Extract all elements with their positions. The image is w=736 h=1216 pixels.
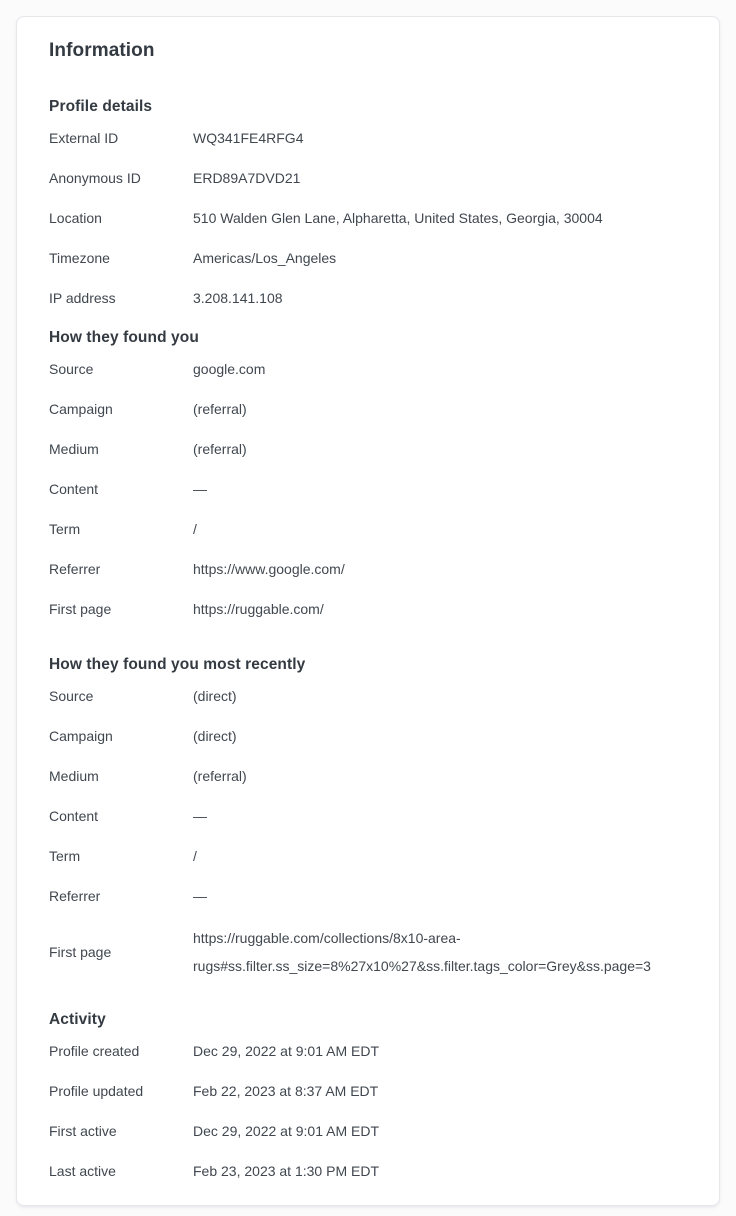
table-row [49, 429, 687, 469]
field-value-last-active: Feb 23, 2023 at 1:30 PM EDT [193, 1163, 379, 1179]
section-how-they-found-you-most-recently [49, 654, 687, 988]
table-row [49, 836, 687, 876]
field-label-medium: Medium [49, 441, 99, 457]
table-row [49, 238, 687, 278]
table-row [49, 676, 687, 716]
field-value-anonymous-id: ERD89A7DVD21 [193, 170, 301, 186]
field-value-content-recent: — [193, 808, 207, 824]
field-label-last-active: Last active [49, 1163, 116, 1179]
field-label-profile-updated: Profile updated [49, 1083, 144, 1099]
table-row [49, 549, 687, 589]
section-heading-how-they-found-you: How they found you [49, 329, 199, 346]
field-label-anonymous-id: Anonymous ID [49, 170, 141, 186]
section-how-they-found-you [49, 327, 687, 629]
section-profile-details [49, 96, 687, 318]
field-value-timezone: Americas/Los_Angeles [193, 250, 337, 266]
section-heading-profile-details: Profile details [49, 98, 153, 115]
table-row [49, 589, 687, 629]
field-value-first-active: Dec 29, 2022 at 9:01 AM EDT [193, 1123, 379, 1139]
field-value-medium: (referral) [193, 441, 247, 457]
field-value-location: 510 Walden Glen Lane, Alpharetta, United States, Georgia, 30004 [193, 210, 603, 226]
field-value-medium-recent: (referral) [193, 768, 247, 784]
field-value-profile-updated: Feb 22, 2023 at 8:37 AM EDT [193, 1083, 379, 1099]
field-label-referrer: Referrer [49, 561, 101, 577]
field-label-term: Term [49, 521, 81, 537]
page-title: Information [49, 40, 155, 61]
field-label-timezone: Timezone [49, 250, 110, 266]
information-card [16, 16, 720, 1206]
field-label-external-id: External ID [49, 130, 119, 146]
table-row [49, 509, 687, 549]
field-value-source: google.com [193, 361, 266, 377]
field-value-external-id: WQ341FE4RFG4 [193, 130, 304, 146]
field-value-campaign: (referral) [193, 401, 247, 417]
section-heading-activity: Activity [49, 1011, 106, 1028]
field-value-first-page-recent: https://ruggable.com/collections/8x10-area-rugs#ss.filter.ss_size=8%27x10%27&ss.filter.tags_color=Grey&ss.page=3 [193, 930, 651, 974]
table-row [49, 158, 687, 198]
table-row [49, 716, 687, 756]
field-value-referrer: https://www.google.com/ [193, 561, 345, 577]
field-value-term-recent: / [193, 848, 197, 864]
field-label-location: Location [49, 210, 102, 226]
table-row [49, 1031, 687, 1071]
table-row [49, 916, 687, 988]
field-label-first-page: First page [49, 601, 112, 617]
table-row [49, 349, 687, 389]
section-activity [49, 1009, 687, 1191]
field-value-profile-created: Dec 29, 2022 at 9:01 AM EDT [193, 1043, 379, 1059]
table-row [49, 756, 687, 796]
table-row [49, 278, 687, 318]
table-row [49, 198, 687, 238]
field-label-profile-created: Profile created [49, 1043, 140, 1059]
field-label-medium-recent: Medium [49, 768, 99, 784]
field-label-first-page-recent: First page [49, 944, 112, 960]
table-row [49, 1071, 687, 1111]
field-label-first-active: First active [49, 1123, 117, 1139]
field-value-term: / [193, 521, 197, 537]
field-value-referrer-recent: — [193, 888, 207, 904]
field-value-source-recent: (direct) [193, 688, 237, 704]
field-value-ip-address: 3.208.141.108 [193, 290, 283, 306]
table-row [49, 389, 687, 429]
field-value-first-page: https://ruggable.com/ [193, 601, 324, 617]
field-label-campaign-recent: Campaign [49, 728, 113, 744]
field-label-source: Source [49, 361, 94, 377]
field-value-campaign-recent: (direct) [193, 728, 237, 744]
field-label-source-recent: Source [49, 688, 94, 704]
field-label-term-recent: Term [49, 848, 81, 864]
table-row [49, 469, 687, 509]
table-row [49, 1151, 687, 1191]
field-label-content: Content [49, 481, 99, 497]
table-row [49, 118, 687, 158]
section-heading-how-they-found-you-most-recently: How they found you most recently [49, 656, 306, 673]
table-row [49, 1111, 687, 1151]
field-label-ip-address: IP address [49, 290, 116, 306]
field-label-content-recent: Content [49, 808, 99, 824]
field-label-referrer-recent: Referrer [49, 888, 101, 904]
table-row [49, 876, 687, 916]
field-label-campaign: Campaign [49, 401, 113, 417]
table-row [49, 796, 687, 836]
field-value-content: — [193, 481, 207, 497]
